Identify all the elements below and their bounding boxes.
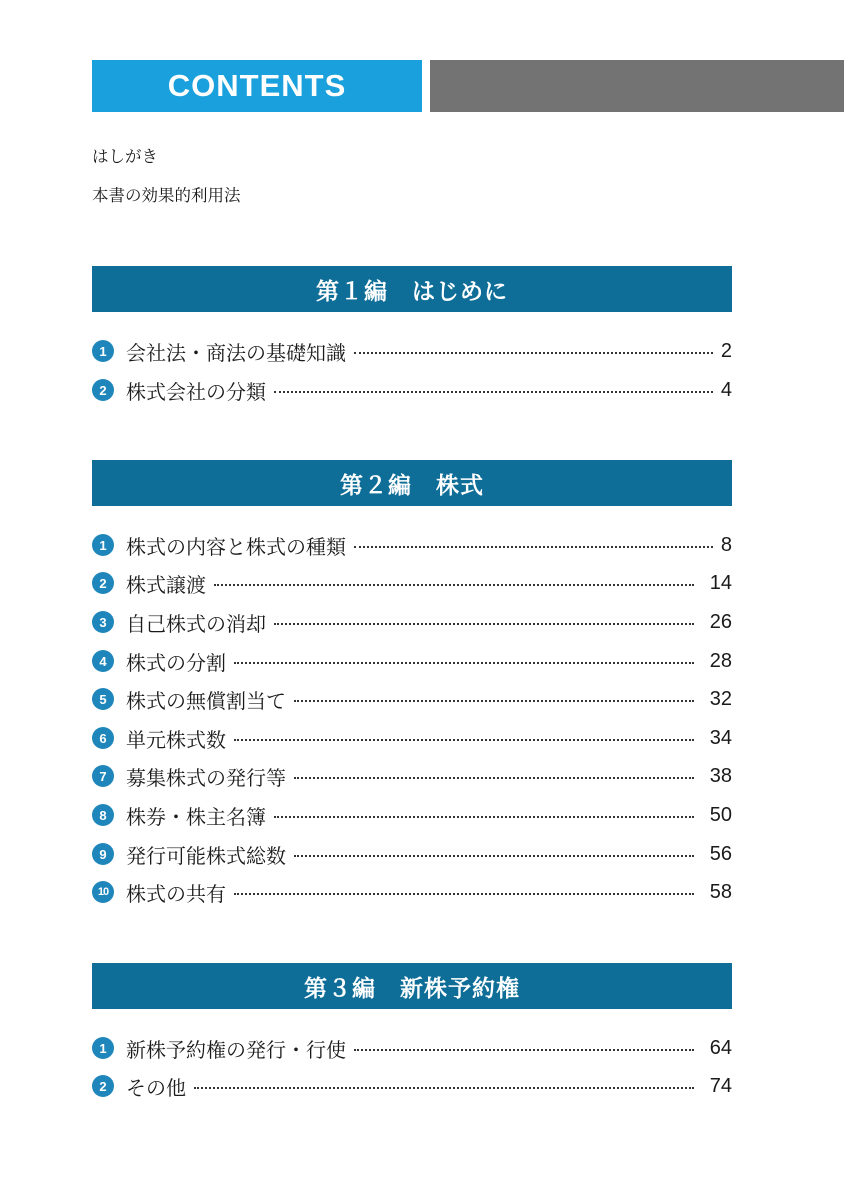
item-title: 自己株式の消却 — [126, 611, 266, 636]
toc-item[interactable] — [92, 723, 732, 753]
dot-leader — [214, 584, 694, 586]
page-number: 2 — [720, 339, 732, 362]
page-number: 38 — [709, 764, 732, 787]
toc-item[interactable] — [92, 839, 732, 869]
dot-leader — [294, 700, 694, 702]
contents-header-gray-band — [430, 60, 844, 112]
toc-item[interactable] — [92, 1071, 732, 1101]
item-number-badge: 4 — [92, 650, 114, 672]
toc-item[interactable] — [92, 646, 732, 676]
item-number-badge: 10 — [92, 881, 114, 903]
item-title: 会社法・商法の基礎知識 — [126, 340, 346, 365]
item-number-badge: 2 — [92, 572, 114, 594]
dot-leader — [274, 391, 713, 393]
page-number: 14 — [709, 571, 732, 594]
item-title: 新株予約権の発行・行使 — [126, 1037, 346, 1062]
page-number: 32 — [709, 687, 732, 710]
toc-item[interactable] — [92, 877, 732, 907]
toc-item[interactable] — [92, 1033, 732, 1063]
item-number-badge: 5 — [92, 688, 114, 710]
contents-title: CONTENTS — [92, 60, 422, 112]
toc-item[interactable] — [92, 375, 732, 405]
item-title: 株券・株主名簿 — [126, 804, 266, 829]
item-number-badge: 1 — [92, 534, 114, 556]
page-number: 34 — [709, 726, 732, 749]
toc-item[interactable] — [92, 800, 732, 830]
item-number-badge: 2 — [92, 1075, 114, 1097]
page-number: 26 — [709, 610, 732, 633]
item-number-badge: 6 — [92, 727, 114, 749]
preface-item[interactable]: 本書の効果的利用法 — [92, 186, 241, 205]
page-number: 50 — [709, 803, 732, 826]
item-title: 株式の共有 — [126, 881, 226, 906]
item-number-badge: 2 — [92, 379, 114, 401]
item-number-badge: 1 — [92, 1037, 114, 1059]
item-title: その他 — [126, 1075, 186, 1100]
toc-item[interactable] — [92, 607, 732, 637]
item-title: 株式会社の分類 — [126, 379, 266, 404]
item-number-badge: 8 — [92, 804, 114, 826]
item-number-badge: 7 — [92, 765, 114, 787]
dot-leader — [294, 777, 694, 779]
dot-leader — [354, 352, 713, 354]
page-number: 74 — [709, 1074, 732, 1097]
item-title: 株式の分割 — [126, 650, 226, 675]
toc-item[interactable] — [92, 761, 732, 791]
part-header: 第１編 はじめに — [92, 266, 732, 312]
toc-item[interactable] — [92, 684, 732, 714]
page-number: 4 — [720, 378, 732, 401]
item-title: 単元株式数 — [126, 727, 226, 752]
page-number: 8 — [720, 533, 732, 556]
item-number-badge: 1 — [92, 340, 114, 362]
page-number: 64 — [709, 1036, 732, 1059]
dot-leader — [294, 855, 694, 857]
dot-leader — [194, 1087, 694, 1089]
page-number: 28 — [709, 649, 732, 672]
page-number: 58 — [709, 880, 732, 903]
dot-leader — [274, 816, 694, 818]
item-title: 株式の内容と株式の種類 — [126, 534, 346, 559]
dot-leader — [234, 662, 694, 664]
toc-item[interactable] — [92, 336, 732, 366]
contents-header — [92, 60, 844, 112]
dot-leader — [234, 739, 694, 741]
preface-item[interactable]: はしがき — [92, 147, 158, 166]
page-number: 56 — [709, 842, 732, 865]
item-title: 株式譲渡 — [126, 572, 206, 597]
part-header: 第２編 株式 — [92, 460, 732, 506]
toc-item[interactable] — [92, 530, 732, 560]
dot-leader — [234, 893, 694, 895]
item-number-badge: 9 — [92, 843, 114, 865]
dot-leader — [354, 1049, 694, 1051]
toc-item[interactable] — [92, 568, 732, 598]
dot-leader — [354, 546, 713, 548]
item-title: 株式の無償割当て — [126, 688, 286, 713]
dot-leader — [274, 623, 694, 625]
item-title: 募集株式の発行等 — [126, 765, 286, 790]
item-title: 発行可能株式総数 — [126, 843, 286, 868]
item-number-badge: 3 — [92, 611, 114, 633]
part-header: 第３編 新株予約権 — [92, 963, 732, 1009]
